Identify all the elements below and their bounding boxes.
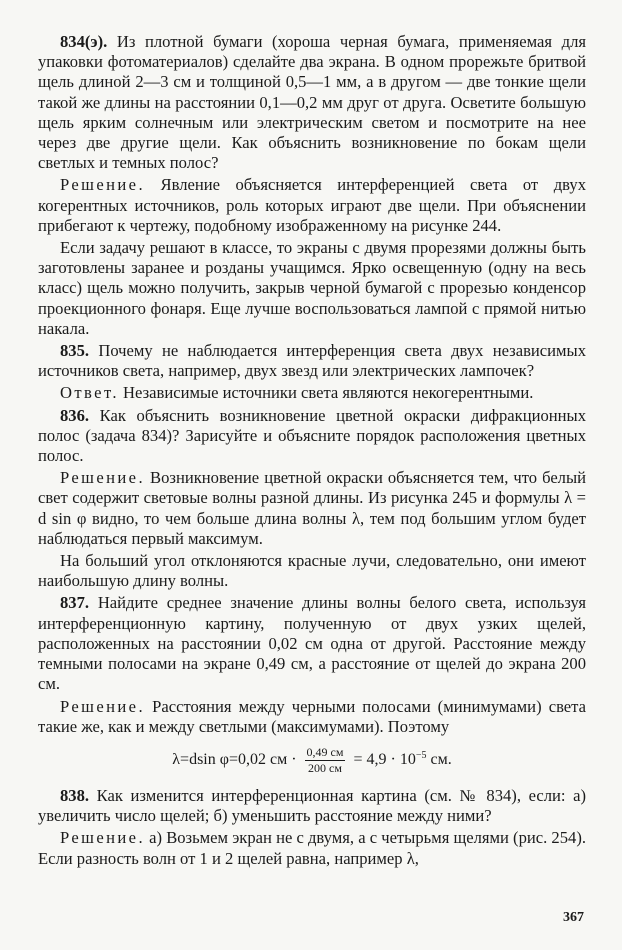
problem-text: Почему не наблюдается интерференция света двух независимых источников света, например, двух звезд или электрических лампочек? bbox=[38, 341, 586, 381]
problem-number: 837. bbox=[60, 593, 90, 613]
problem-835 bbox=[38, 341, 586, 381]
problem-838 bbox=[38, 786, 586, 826]
note-836 bbox=[38, 551, 586, 591]
problem-836 bbox=[38, 406, 586, 467]
formula-fraction bbox=[305, 745, 346, 776]
solution-label: Решение. bbox=[60, 175, 145, 195]
solution-838 bbox=[38, 828, 586, 868]
formula-unit: см. bbox=[426, 751, 452, 769]
solution-label: Решение. bbox=[60, 468, 145, 488]
solution-label: Решение. bbox=[60, 696, 145, 716]
problem-number: 834(э). bbox=[60, 32, 108, 51]
fraction-denominator: 200 см bbox=[308, 760, 342, 775]
solution-text: Возникновение цветной окраски объясняется тем, что белый свет содержит световые волны разной длины. Из рисунка 245 и формулы λ = d sin φ видно, то чем больше длина волны λ, тем под большим углом будет наблюдаться первый максимум. bbox=[38, 468, 586, 548]
problem-text: Из плотной бумаги (хороша черная бумага, применяемая для упаковки фотоматериалов) сделайте два экрана. В одном прорежьте бритвой щель длиной 2—3 см и толщиной 0,5—1 мм, а в другом — две тонкие щели такой же длины на расстоянии 0,1—0,2 мм друг от друга. Осветите большую щель ярким солнечным или электрическим светом и посмотрите на нее через две другие щели. Как объяснить возникновение по бокам щели светлых и темных полос? bbox=[38, 32, 586, 173]
note-834 bbox=[38, 238, 586, 339]
note-text: Если задачу решают в классе, то экраны с двумя прорезями должны быть заготовлены заранее и розданы учащимся. Ярко освещенную (одну на весь класс) щель можно получить, закрыв черной бумагой с прорезью конденсор проекционного фонаря. Еще лучше воспользоваться лампой с прямой нитью накала. bbox=[38, 238, 586, 338]
formula-exponent: −5 bbox=[415, 749, 427, 761]
formula-rhs: = 4,9 · 10 bbox=[353, 751, 416, 769]
answer-text: Независимые источники света являются некогерентными. bbox=[118, 383, 534, 403]
problem-text: Найдите среднее значение длины волны белого света, используя интерференционную картину, полученную от двух узких щелей, расположенных на расстоянии 0,02 см одна от другой. Расстояние между темными полосами на экране 0,49 см, а расстояние от щелей до экрана 200 см. bbox=[38, 593, 586, 694]
answer-label: Ответ. bbox=[60, 383, 119, 403]
problem-number: 836. bbox=[60, 405, 90, 425]
solution-836 bbox=[38, 468, 586, 549]
wavelength-formula bbox=[38, 745, 586, 776]
solution-837 bbox=[38, 697, 586, 737]
solution-834 bbox=[38, 175, 586, 236]
solution-label: Решение. bbox=[60, 828, 145, 848]
fraction-numerator: 0,49 см bbox=[306, 744, 344, 759]
page-number: 367 bbox=[563, 909, 584, 925]
solution-text: Расстояния между черными полосами (минимумами) света такие же, как и между светлыми (максимумами). Поэтому bbox=[38, 696, 586, 736]
formula-lhs: λ=dsin φ=0,02 см · bbox=[172, 751, 297, 769]
note-text: На больший угол отклоняются красные лучи, следовательно, они имеют наибольшую длину волны. bbox=[38, 551, 586, 591]
solution-text: Явление объясняется интерференцией света от двух когерентных источников, роль которых играют две щели. При объяснении прибегают к чертежу, подобному изображенному на рисунке 244. bbox=[38, 175, 586, 235]
solution-text: а) Возьмем экран не с двумя, а с четырьмя щелями (рис. 254). Если разность волн от 1 и 2 щелей равна, например λ, bbox=[38, 828, 586, 868]
problem-text: Как изменится интерференционная картина (см. № 834), если: а) увеличить число щелей; б) уменьшить расстояние между ними? bbox=[38, 785, 586, 826]
problem-text: Как объяснить возникновение цветной окраски дифракционных полос (задача 834)? Зарисуйте и объясните порядок расположения цветных полос. bbox=[38, 405, 586, 466]
answer-835 bbox=[38, 383, 586, 403]
problem-834 bbox=[38, 32, 586, 173]
problem-number: 838. bbox=[60, 785, 90, 805]
problem-number: 835. bbox=[60, 341, 90, 361]
problem-837 bbox=[38, 593, 586, 694]
